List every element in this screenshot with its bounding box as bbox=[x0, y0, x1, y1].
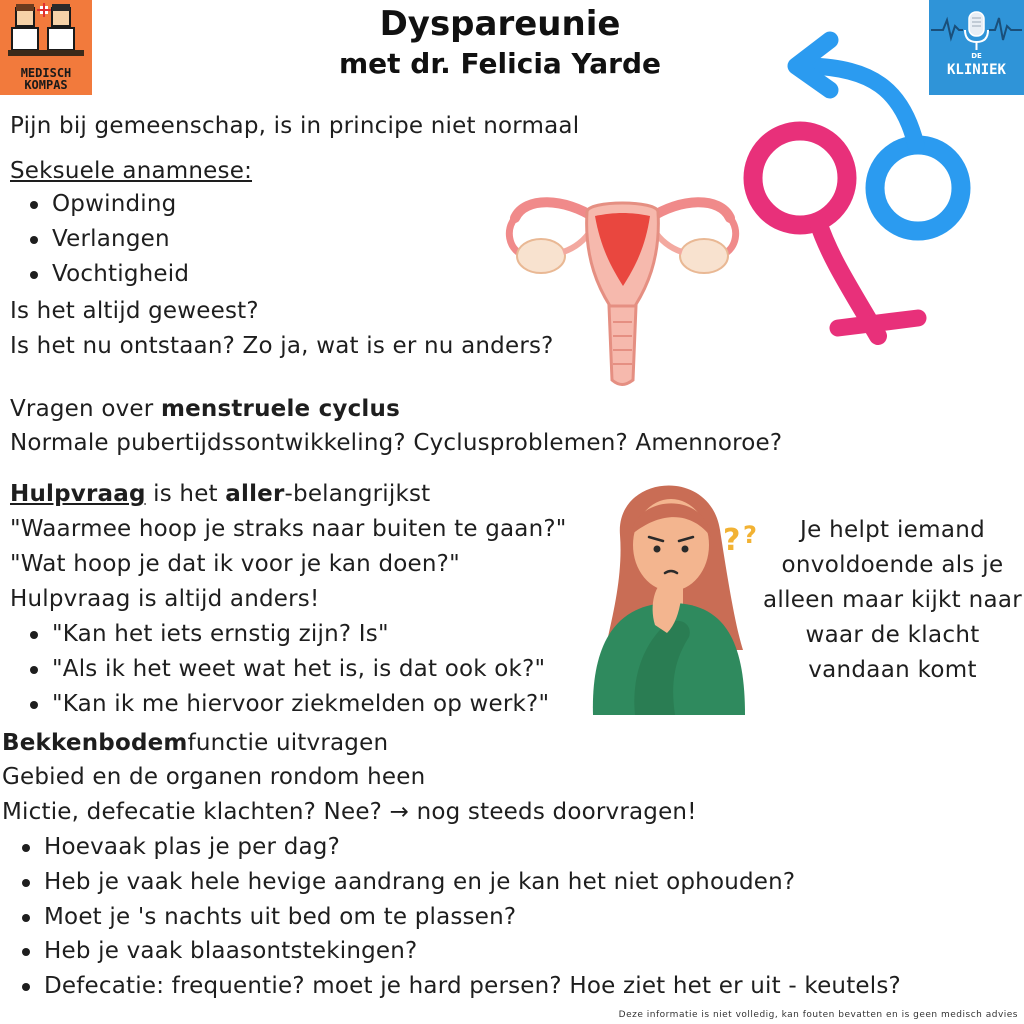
logo-right-small: DE bbox=[971, 52, 982, 60]
bekken-heading bbox=[2, 728, 388, 758]
anamnese-heading: Seksuele anamnese: bbox=[10, 158, 253, 184]
hulpvraag-aller: aller bbox=[225, 481, 285, 507]
hulpvraag-list bbox=[52, 617, 549, 721]
bekken-rest: functie uitvragen bbox=[187, 730, 389, 756]
question-marks-icon bbox=[723, 521, 757, 558]
logo-right-text: KLINIEK bbox=[946, 62, 1006, 78]
anamnese-question-1: Is het altijd geweest? bbox=[10, 298, 259, 324]
hulpvraag-question-2: "Wat hoop je dat ik voor je kan doen?" bbox=[10, 551, 460, 577]
thinking-woman-illustration bbox=[585, 475, 770, 715]
list-item: Vochtigheid bbox=[52, 257, 189, 292]
logo-left-text: MEDISCH KOMPAS bbox=[20, 66, 72, 92]
anamnese-list bbox=[52, 187, 189, 291]
svg-text:?: ? bbox=[723, 523, 741, 558]
list-item: "Als ik het weet wat het is, is dat ook ok?" bbox=[52, 652, 549, 687]
bekken-list bbox=[44, 830, 901, 1004]
list-item: Defecatie: frequentie? moet je hard persen? Hoe ziet het er uit - keutels? bbox=[44, 969, 901, 1004]
intro-text: Pijn bij gemeenschap, is in principe niet normaal bbox=[10, 113, 580, 139]
list-item: Verlangen bbox=[52, 222, 189, 257]
list-item: Moet je 's nachts uit bed om te plassen? bbox=[44, 900, 901, 935]
cyclus-prefix: Vragen over bbox=[10, 396, 161, 422]
cyclus-bold: menstruele cyclus bbox=[160, 396, 400, 422]
cyclus-questions: Normale pubertijdssontwikkeling? Cyclusproblemen? Amennoroe? bbox=[10, 430, 783, 456]
list-item: Hoevaak plas je per dag? bbox=[44, 830, 901, 865]
list-item: Heb je vaak hele hevige aandrang en je kan het niet ophouden? bbox=[44, 865, 901, 900]
hulpvraag-side-note: Je helpt iemand onvoldoende als je alleen maar kijkt naar waar de klacht vandaan komt bbox=[763, 517, 1022, 683]
anamnese-question-2: Is het nu ontstaan? Zo ja, wat is er nu anders? bbox=[10, 333, 554, 359]
page-title: Dyspareunie bbox=[379, 4, 621, 44]
page-subtitle: met dr. Felicia Yarde bbox=[339, 47, 661, 80]
list-item: Heb je vaak blaasontstekingen? bbox=[44, 934, 901, 969]
list-item: "Kan het iets ernstig zijn? Is" bbox=[52, 617, 549, 652]
hulpvraag-word: Hulpvraag bbox=[10, 481, 146, 507]
hulpvraag-question-1: "Waarmee hoop je straks naar buiten te gaan?" bbox=[10, 516, 567, 542]
cyclus-heading bbox=[10, 394, 400, 424]
medisch-kompas-logo bbox=[0, 0, 92, 95]
hulpvraag-statement: Hulpvraag is altijd anders! bbox=[10, 586, 320, 612]
bekken-line-2: Gebied en de organen rondom heen bbox=[2, 764, 426, 790]
hulpvraag-rest: -belangrijkst bbox=[284, 481, 431, 507]
list-item: "Kan ik me hiervoor ziekmelden op werk?" bbox=[52, 687, 549, 722]
svg-text:?: ? bbox=[743, 521, 757, 549]
list-item: Opwinding bbox=[52, 187, 189, 222]
hulpvraag-mid: is het bbox=[145, 481, 226, 507]
hulpvraag-heading bbox=[10, 479, 430, 509]
doctors-pixel-icon bbox=[0, 0, 92, 64]
gender-symbols-illustration bbox=[730, 28, 1000, 368]
bekken-line-3: Mictie, defecatie klachten? Nee? → nog steeds doorvragen! bbox=[2, 799, 697, 825]
bekken-bold: Bekkenbodem bbox=[2, 730, 188, 756]
disclaimer: Deze informatie is niet volledig, kan fouten bevatten en is geen medisch advies bbox=[618, 1010, 1018, 1020]
